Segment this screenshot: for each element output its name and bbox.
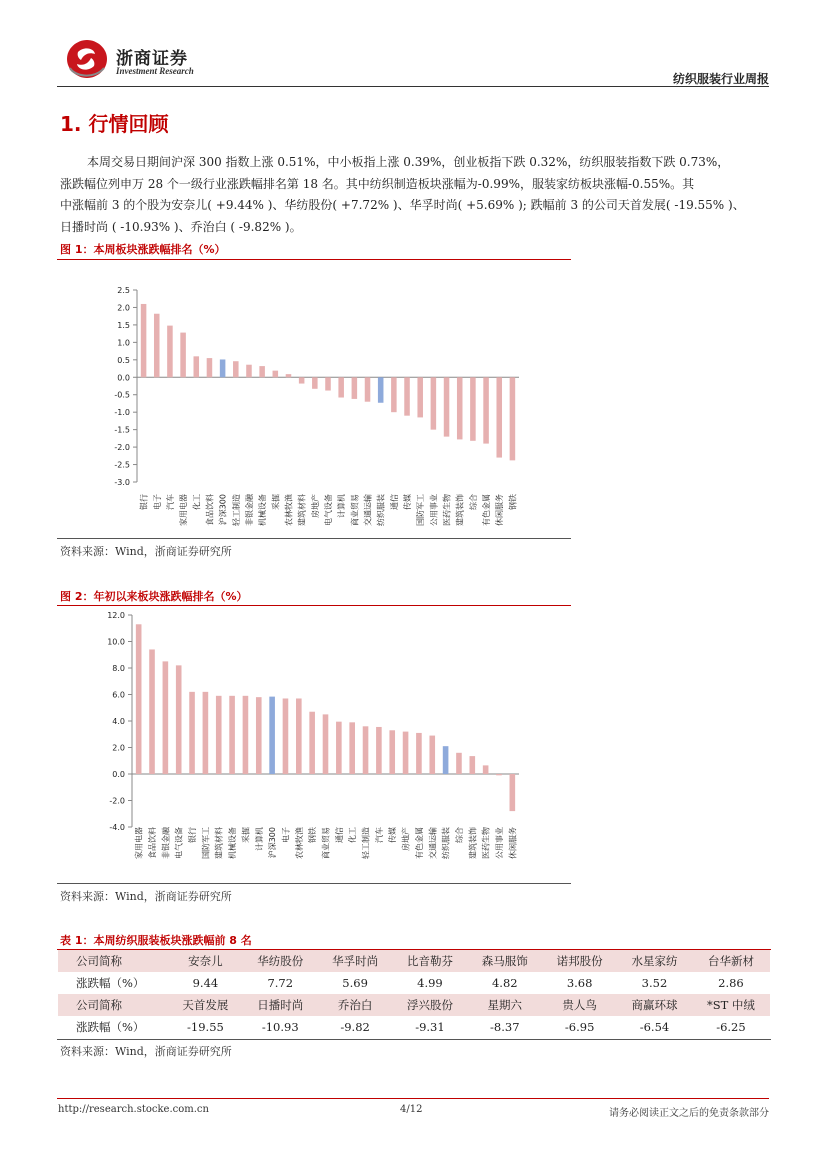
- bar: [365, 377, 371, 401]
- bar: [194, 356, 200, 377]
- paragraph-line: 中涨幅前 3 的个股为安奈儿( +9.44% )、华纺股份( +7.72% )、华孚时尚( +5.69% ); 跌幅前 3 的公司天首发展( -19.55% )、: [60, 198, 745, 212]
- category-label: 传媒: [403, 494, 413, 510]
- bar: [246, 365, 252, 378]
- table-cell: 9.44: [192, 976, 219, 990]
- bar: [176, 665, 182, 774]
- bar: [141, 304, 147, 377]
- table-row-label: 涨跌幅（%）: [76, 976, 145, 990]
- category-label: 化工: [192, 494, 202, 510]
- y-tick-label: -2.0: [114, 443, 130, 453]
- category-label: 非银金融: [161, 827, 171, 859]
- bar: [233, 361, 239, 377]
- table-cell: 水星家纺: [617, 950, 692, 972]
- table-cell: 台华新材: [692, 950, 770, 972]
- header-divider: [57, 86, 769, 87]
- category-label: 轻工制造: [231, 494, 241, 526]
- category-label: 国防军工: [416, 494, 426, 526]
- category-label: 医药生物: [442, 494, 452, 526]
- table-cell: -10.93: [261, 1020, 299, 1034]
- category-label: 建筑装饰: [468, 827, 478, 859]
- company-logo: [64, 38, 110, 80]
- y-tick-label: 2.0: [117, 303, 130, 313]
- category-label: 采掘: [271, 494, 281, 510]
- bar: [389, 730, 395, 774]
- figure1-title-rule: [57, 259, 571, 260]
- y-tick-label: 0.5: [117, 355, 130, 365]
- ytd-sector-chart: [57, 607, 571, 883]
- bar: [510, 377, 516, 460]
- y-tick-label: 8.0: [112, 664, 125, 673]
- page-number: 4/12: [400, 1104, 423, 1115]
- figure1-title: 图 1：本周板块涨跌幅排名（%）: [60, 243, 226, 256]
- paragraph-line: 涨跌幅位列申万 28 个一级行业涨跌幅排名第 18 名。其中纺织制造板块涨幅为-0.99%，服装家纺板块涨幅-0.55%。其: [60, 176, 695, 191]
- category-label: 有色金属: [414, 827, 424, 859]
- table-row-label: 公司简称: [58, 950, 168, 972]
- table-cell: 3.68: [566, 976, 593, 990]
- category-label: 家用电器: [179, 494, 189, 526]
- category-label: 农林牧渔: [294, 827, 304, 859]
- category-label: 国防军工: [201, 827, 211, 859]
- brand-name-cn: 浙商证券: [116, 49, 188, 69]
- category-label: 商业贸易: [321, 827, 331, 859]
- figure2-source: 资料来源：Wind，浙商证券研究所: [60, 890, 232, 903]
- report-type: 纺织服装行业周报: [672, 72, 769, 86]
- y-tick-label: -3.0: [114, 478, 130, 487]
- bar: [483, 765, 489, 774]
- section-title: 1. 行情回顾: [60, 112, 169, 136]
- bar: [443, 746, 449, 774]
- category-label: 建筑材料: [297, 494, 307, 526]
- y-tick-label: -2.0: [109, 796, 125, 806]
- table-cell: *ST 中绒: [692, 994, 770, 1016]
- y-tick-label: -0.5: [114, 390, 130, 400]
- category-label: 纺织服装: [376, 494, 386, 526]
- table-cell: 诺邦股份: [542, 950, 617, 972]
- bar: [229, 696, 235, 774]
- bar: [352, 377, 358, 399]
- category-label: 房地产: [401, 827, 411, 851]
- bar: [154, 314, 160, 378]
- table-cell: -6.54: [639, 1020, 670, 1034]
- bar: [444, 377, 450, 436]
- table-cell: -9.82: [340, 1020, 370, 1034]
- bar: [323, 714, 329, 774]
- category-label: 机械设备: [258, 494, 268, 526]
- y-tick-label: 0.0: [112, 770, 125, 779]
- category-label: 休闲服务: [508, 827, 518, 859]
- bar: [283, 698, 289, 774]
- y-tick-label: 10.0: [107, 637, 125, 647]
- y-tick-label: 0.0: [117, 373, 130, 383]
- table-cell: 森马服饰: [467, 950, 542, 972]
- bar: [469, 756, 475, 774]
- bar: [391, 377, 397, 412]
- bar: [136, 624, 142, 774]
- table-cell: 比音勒芬: [393, 950, 468, 972]
- bar: [312, 377, 318, 389]
- bar: [403, 732, 409, 774]
- table-cell: 天首发展: [168, 994, 243, 1016]
- table-cell: 乔治白: [318, 994, 393, 1016]
- category-label: 家用电器: [134, 827, 144, 859]
- category-label: 医药生物: [481, 827, 491, 859]
- bar: [299, 377, 305, 383]
- category-label: 钢铁: [508, 494, 518, 510]
- category-label: 机械设备: [228, 827, 238, 859]
- category-label: 采掘: [241, 827, 251, 843]
- bar: [207, 358, 213, 377]
- bar: [456, 753, 462, 774]
- category-label: 综合: [468, 494, 478, 510]
- category-label: 食品饮料: [148, 827, 158, 859]
- bar: [325, 377, 331, 390]
- y-tick-label: 4.0: [112, 717, 125, 726]
- footer-disclaimer: 请务必阅读正文之后的免责条款部分: [609, 1108, 769, 1119]
- category-label: 银行: [188, 827, 198, 843]
- bar: [180, 333, 186, 378]
- table-row: [58, 1016, 770, 1038]
- category-label: 计算机: [337, 494, 347, 518]
- table1-bottom-rule: [57, 1039, 771, 1040]
- brand-name-en: Investment Research: [116, 66, 194, 76]
- category-label: 银行: [139, 494, 149, 510]
- bar: [220, 359, 226, 377]
- category-label: 通信: [389, 494, 399, 510]
- table-cell: -6.95: [564, 1020, 595, 1034]
- table-cell: 5.69: [342, 976, 368, 990]
- category-label: 化工: [348, 827, 358, 843]
- category-label: 建筑材料: [214, 827, 224, 859]
- weekly-sector-chart: [57, 262, 571, 540]
- bar: [256, 697, 262, 774]
- bar: [457, 377, 463, 439]
- y-tick-label: 1.5: [117, 320, 130, 330]
- bar: [309, 712, 315, 774]
- y-tick-label: 6.0: [112, 690, 125, 700]
- table-cell: 贵人鸟: [542, 994, 617, 1016]
- table-header-row: [58, 950, 770, 972]
- category-label: 电气设备: [324, 494, 333, 526]
- category-label: 非银金融: [244, 494, 254, 526]
- table-cell: 4.82: [491, 976, 518, 990]
- table-cell: -8.37: [490, 1020, 520, 1034]
- bar: [296, 698, 302, 774]
- footer-url[interactable]: http://research.stocke.com.cn: [58, 1104, 209, 1115]
- figure1-bottom-rule: [57, 538, 571, 539]
- category-label: 汽车: [165, 494, 175, 510]
- table-header-row: [58, 994, 770, 1016]
- category-label: 轻工制造: [361, 827, 371, 859]
- category-label: 计算机: [254, 827, 264, 851]
- category-label: 休闲服务: [495, 494, 505, 526]
- bar: [376, 727, 382, 774]
- table-cell: 2.86: [718, 976, 744, 990]
- y-tick-label: -1.5: [114, 425, 130, 435]
- category-label: 公用事业: [429, 494, 439, 526]
- y-tick-label: -1.0: [114, 408, 130, 418]
- bar: [416, 733, 422, 774]
- category-label: 综合: [454, 827, 464, 843]
- category-label: 电气设备: [174, 827, 184, 859]
- category-label: 建筑装饰: [455, 494, 465, 526]
- y-tick-label: 12.0: [107, 611, 125, 620]
- table-cell: 7.72: [267, 976, 294, 990]
- footer-divider: [57, 1098, 769, 1099]
- table-cell: 星期六: [467, 994, 542, 1016]
- figure2-bottom-rule: [57, 883, 571, 884]
- bar: [336, 722, 342, 774]
- table-row-label: 涨跌幅（%）: [76, 1020, 145, 1034]
- bar: [167, 326, 173, 378]
- bar: [496, 774, 502, 775]
- category-label: 商业贸易: [350, 494, 360, 526]
- bar: [243, 696, 249, 774]
- category-label: 交通运输: [363, 494, 373, 526]
- bar: [259, 366, 265, 377]
- table-cell: -9.31: [415, 1020, 445, 1034]
- table-cell: 安奈儿: [168, 950, 243, 972]
- y-tick-label: -4.0: [109, 823, 125, 832]
- category-label: 纺织服装: [441, 827, 451, 859]
- paragraph-line: 日播时尚 ( -10.93% )、乔治白 ( -9.82% )。: [60, 219, 302, 234]
- table-row-label: 公司简称: [58, 994, 168, 1016]
- category-label: 钢铁: [308, 827, 318, 843]
- y-tick-label: 2.5: [117, 286, 130, 295]
- bar: [338, 377, 344, 397]
- category-label: 房地产: [310, 494, 320, 518]
- bar: [483, 377, 489, 443]
- table-cell: 4.99: [417, 976, 443, 990]
- category-label: 公用事业: [494, 827, 504, 859]
- bar: [510, 774, 516, 811]
- table-cell: 商赢环球: [617, 994, 692, 1016]
- table-cell: 3.52: [641, 976, 668, 990]
- category-label: 有色金属: [482, 494, 492, 526]
- table-cell: -6.25: [716, 1020, 746, 1034]
- bar: [431, 377, 437, 429]
- figure2-title-rule: [57, 605, 571, 606]
- table-cell: -19.55: [187, 1020, 224, 1034]
- bar: [378, 377, 384, 402]
- category-label: 电子: [281, 827, 291, 843]
- bar: [203, 692, 209, 774]
- table-cell: 华孚时尚: [318, 950, 393, 972]
- bar: [273, 371, 279, 378]
- summary-paragraph: [60, 152, 772, 238]
- bar: [149, 649, 155, 774]
- table-cell: 浮兴股份: [393, 994, 468, 1016]
- table-cell: 华纺股份: [243, 950, 318, 972]
- y-tick-label: 1.0: [117, 338, 130, 348]
- figure1-source: 资料来源：Wind，浙商证券研究所: [60, 545, 232, 558]
- table1-source: 资料来源：Wind，浙商证券研究所: [60, 1045, 232, 1058]
- category-label: 交通运输: [428, 827, 438, 859]
- bar: [216, 696, 222, 774]
- bar: [349, 722, 355, 774]
- figure2-title: 图 2：年初以来板块涨跌幅排名（%）: [60, 590, 248, 603]
- bar: [470, 377, 476, 441]
- bar: [163, 661, 169, 774]
- category-label: 通信: [334, 827, 344, 843]
- table-cell: 日播时尚: [243, 994, 318, 1016]
- bar: [189, 692, 195, 774]
- bar: [429, 736, 435, 774]
- table1-title: 表 1：本周纺织服装板块涨跌幅前 8 名: [60, 934, 252, 947]
- category-label: 食品饮料: [205, 494, 215, 526]
- category-label: 传媒: [388, 827, 398, 843]
- bar: [496, 377, 502, 457]
- bar: [404, 377, 410, 415]
- y-tick-label: 2.0: [112, 743, 125, 753]
- top-movers-table: [58, 950, 770, 1038]
- paragraph-line: 本周交易日期间沪深 300 指数上涨 0.51%，中小板指上涨 0.39%，创业板指下跌 0.32%，纺织服装指数下跌 0.73%，: [87, 155, 730, 169]
- category-label: 沪深300: [218, 494, 228, 526]
- category-label: 汽车: [374, 827, 384, 843]
- bar: [269, 697, 275, 774]
- bar: [363, 726, 369, 774]
- category-label: 农林牧渔: [284, 494, 294, 526]
- y-tick-label: -2.5: [114, 460, 130, 470]
- category-label: 沪深300: [268, 827, 278, 859]
- bar: [286, 374, 292, 377]
- category-label: 电子: [152, 494, 162, 510]
- bar: [417, 377, 423, 417]
- table-row: [58, 972, 770, 994]
